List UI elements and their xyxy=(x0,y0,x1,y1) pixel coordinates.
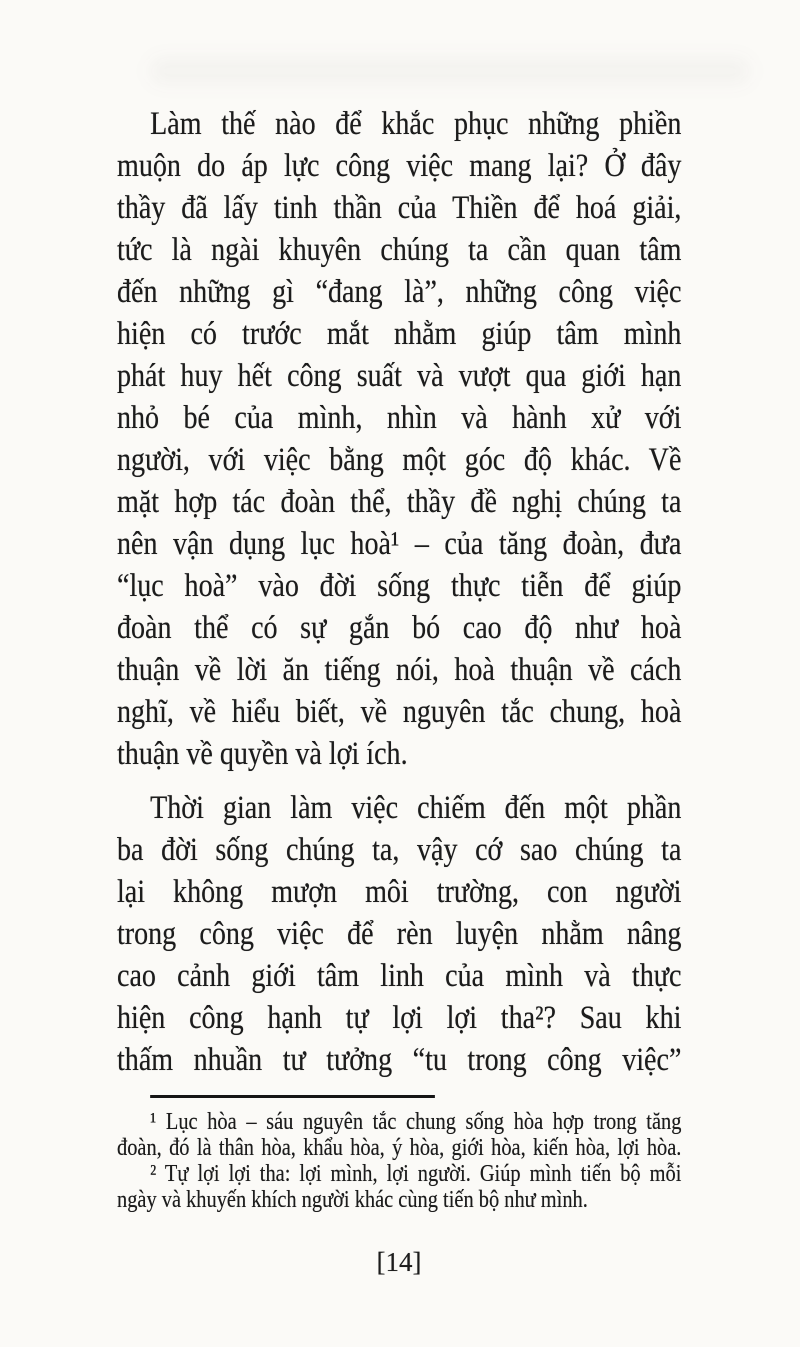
text-line: tức là ngài khuyên chúng ta cần quan tâm xyxy=(117,232,682,268)
text-line: đến những gì “đang là”, những công việc xyxy=(117,274,682,310)
text-line: thấm nhuần tư tưởng “tu trong công việc” xyxy=(117,1042,682,1078)
text-line: trong công việc để rèn luyện nhằm nâng xyxy=(117,916,682,952)
text-line: hiện công hạnh tự lợi lợi tha²? Sau khi xyxy=(117,1000,682,1036)
text-line: đoàn thể có sự gắn bó cao độ như hoà xyxy=(117,610,682,646)
footnote-separator xyxy=(150,1095,435,1098)
scan-artifact xyxy=(150,58,750,84)
text-line: lại không mượn môi trường, con người xyxy=(117,874,682,910)
footnotes xyxy=(117,1109,681,1213)
text-line: “lục hoà” vào đời sống thực tiễn để giúp xyxy=(117,568,682,604)
body-paragraph xyxy=(117,787,681,1081)
text-line: muộn do áp lực công việc mang lại? Ở đây xyxy=(117,148,682,184)
text-line: nhỏ bé của mình, nhìn và hành xử với xyxy=(117,400,682,436)
text-line: phát huy hết công suất và vượt qua giới hạn xyxy=(117,358,682,394)
body-text xyxy=(117,103,681,1081)
body-paragraph xyxy=(117,103,681,775)
text-line: nên vận dụng lục hoà¹ – của tăng đoàn, đưa xyxy=(117,526,682,562)
footnote-line: ² Tự lợi lợi tha: lợi mình, lợi người. Giúp mình tiến bộ mỗi xyxy=(150,1161,682,1187)
footnote-line: ¹ Lục hòa – sáu nguyên tắc chung sống hòa hợp trong tăng xyxy=(150,1109,682,1135)
page-number: [14] xyxy=(376,1247,422,1277)
text-line: nghĩ, về hiểu biết, về nguyên tắc chung, hoà xyxy=(117,694,682,730)
text-line: mặt hợp tác đoàn thể, thầy đề nghị chúng ta xyxy=(117,484,682,520)
footnote-line: đoàn, đó là thân hòa, khẩu hòa, ý hòa, giới hòa, kiến hòa, lợi hòa. xyxy=(117,1135,682,1161)
footnote xyxy=(117,1161,681,1213)
text-line: thầy đã lấy tinh thần của Thiền để hoá giải, xyxy=(117,190,682,226)
text-line: hiện có trước mắt nhằm giúp tâm mình xyxy=(117,316,682,352)
text-line: người, với việc bằng một góc độ khác. Về xyxy=(117,442,682,478)
text-line: Thời gian làm việc chiếm đến một phần xyxy=(150,790,682,826)
text-line: cao cảnh giới tâm linh của mình và thực xyxy=(117,958,682,994)
text-line: ba đời sống chúng ta, vậy cớ sao chúng ta xyxy=(117,832,682,868)
text-line: Làm thế nào để khắc phục những phiền xyxy=(150,106,682,142)
text-block xyxy=(117,103,681,1213)
footnote-line: ngày và khuyến khích người khác cùng tiến bộ như mình. xyxy=(117,1187,588,1213)
text-line: thuận về lời ăn tiếng nói, hoà thuận về cách xyxy=(117,652,682,688)
footnote xyxy=(117,1109,681,1161)
text-line: thuận về quyền và lợi ích. xyxy=(117,736,408,772)
